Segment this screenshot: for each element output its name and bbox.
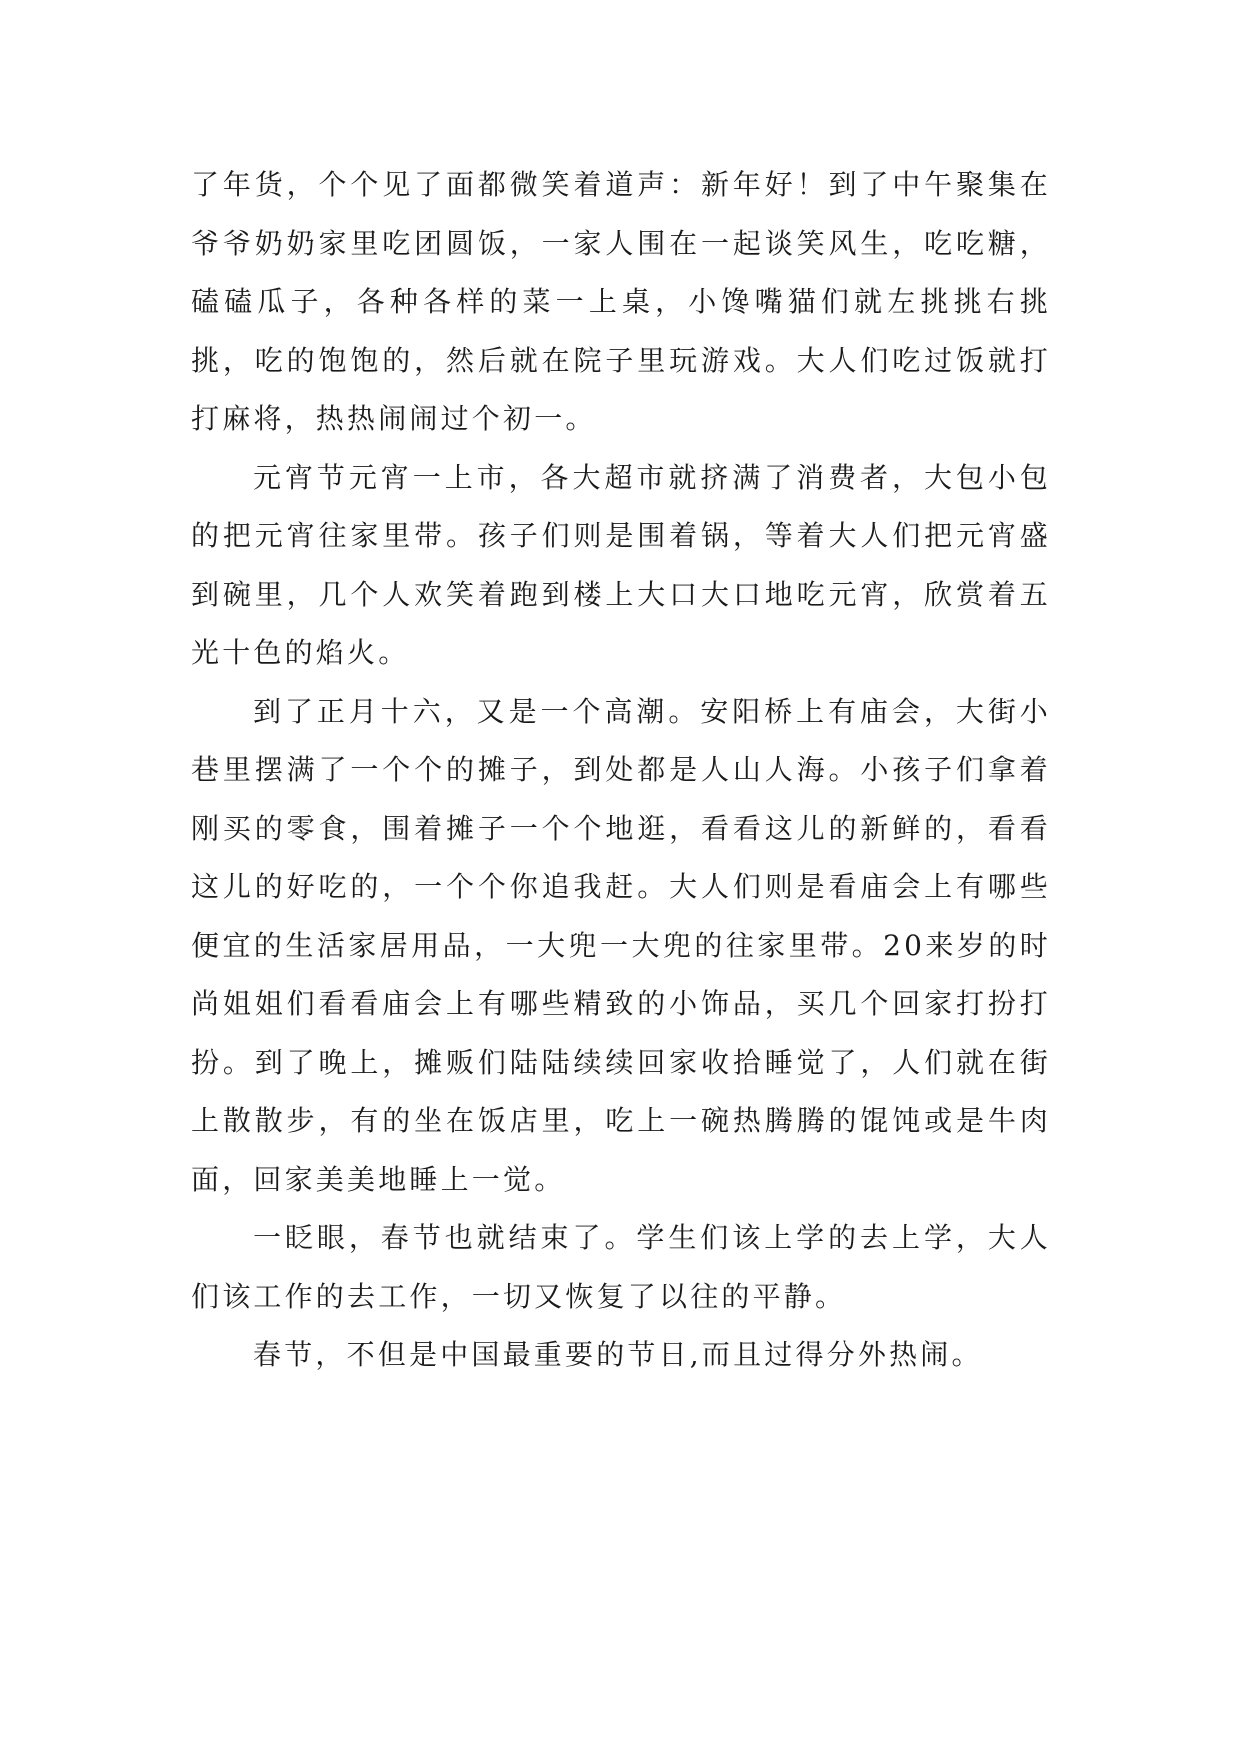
paragraph-festival-end: 一眨眼，春节也就结束了。学生们该上学的去上学，大人们该工作的去工作，一切又恢复了以往的平静。: [191, 1221, 1051, 1313]
paragraph-lantern-festival: 元宵节元宵一上市，各大超市就挤满了消费者，大包小包的把元宵往家里带。孩子们则是围着锅，等着大人们把元宵盛到碗里，几个人欢笑着跑到楼上大口大口地吃元宵，欣赏着五光十色的焰火。: [191, 460, 1051, 669]
body-text: [191, 156, 1051, 1385]
paragraph-conclusion: 春节，不但是中国最重要的节日,而且过得分外热闹。: [253, 1338, 983, 1371]
paragraph-temple-fair: 到了正月十六，又是一个高潮。安阳桥上有庙会，大街小巷里摆满了一个个的摊子，到处都是人山人海。小孩子们拿着刚买的零食，围着摊子一个个地逛，看看这儿的新鲜的，看看这儿的好吃的，一个个你追我赶。大人们则是看庙会上有哪些便宜的生活家居用品，一大兜一大兜的往家里带。20来岁的时尚姐姐们看看庙会上有哪些精致的小饰品，买几个回家打扮打扮。到了晚上，摊贩们陆陆续续回家收拾睡觉了，人们就在街上散散步，有的坐在饭店里，吃上一碗热腾腾的馄饨或是牛肉面，回家美美地睡上一觉。: [191, 694, 1051, 1196]
paragraph-new-year-day: 了年货，个个见了面都微笑着道声：新年好！到了中午聚集在爷爷奶奶家里吃团圆饭，一家人围在一起谈笑风生，吃吃糖，磕磕瓜子，各种各样的菜一上桌，小馋嘴猫们就左挑挑右挑挑，吃的饱饱的，然后就在院子里玩游戏。大人们吃过饭就打打麻将，热热闹闹过个初一。: [191, 168, 1051, 435]
